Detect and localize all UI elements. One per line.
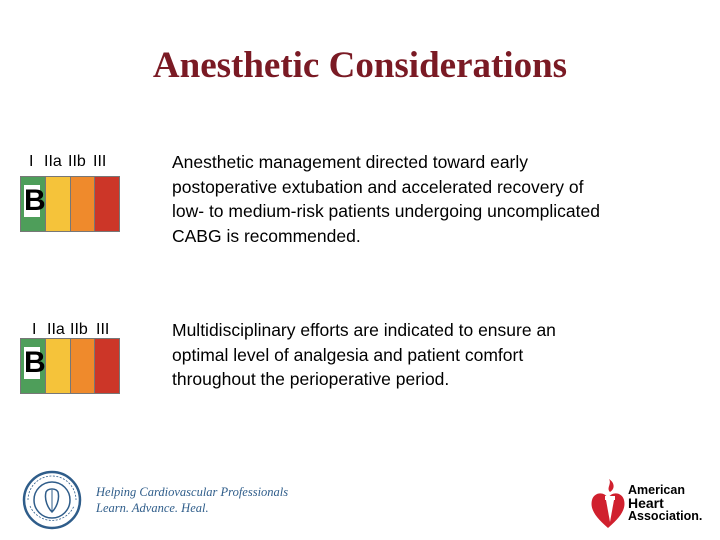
class-label-i: I: [32, 321, 37, 338]
class-iii-segment: [95, 339, 119, 393]
class-i-segment: [21, 339, 46, 393]
class-label-iia: IIa: [44, 153, 62, 170]
acc-tagline-line-2: Learn. Advance. Heal.: [96, 501, 209, 515]
recommendation-text: Multidisciplinary efforts are indicated to ensure an optimal level of analgesia and patient comfort throughout the perioperative period.: [172, 320, 556, 389]
class-iii-segment: [95, 177, 119, 231]
class-color-bar: [20, 176, 120, 232]
aha-line-3: Association.: [628, 509, 703, 523]
aha-line-1: American: [628, 483, 685, 497]
class-iia-segment: [46, 177, 71, 231]
acc-branding: [22, 470, 289, 530]
acc-seal-logo: [22, 470, 82, 530]
page-title: Anesthetic Considerations: [152, 45, 568, 86]
class-i-segment: [21, 177, 46, 231]
aha-branding: [588, 478, 712, 534]
class-label-iib: IIb: [68, 153, 86, 170]
class-labels: [20, 318, 120, 340]
class-iib-segment: [71, 339, 96, 393]
class-label-iib: IIb: [70, 321, 88, 338]
level-of-evidence-badge: B: [24, 346, 45, 379]
aha-wordmark: [628, 484, 712, 523]
class-iib-segment: [71, 177, 96, 231]
acc-tagline: [96, 484, 296, 516]
level-of-evidence-badge: B: [24, 184, 45, 217]
class-label-i: I: [29, 153, 34, 170]
class-iia-segment: [46, 339, 71, 393]
class-color-bar: [20, 338, 120, 394]
aha-line-2: Heart: [628, 495, 664, 511]
class-label-iii: III: [93, 153, 107, 170]
recommendation-text: Anesthetic management directed toward early postoperative extubation and accelerated recovery of low- to medium-risk patients undergoing uncomplicated CABG is recommended.: [172, 152, 600, 246]
class-label-iia: IIa: [47, 321, 65, 338]
class-labels: [20, 150, 120, 172]
class-label-iii: III: [96, 321, 110, 338]
aha-heart-torch-logo: [588, 478, 628, 532]
acc-tagline-line-1: Helping Cardiovascular Professionals: [96, 485, 289, 499]
